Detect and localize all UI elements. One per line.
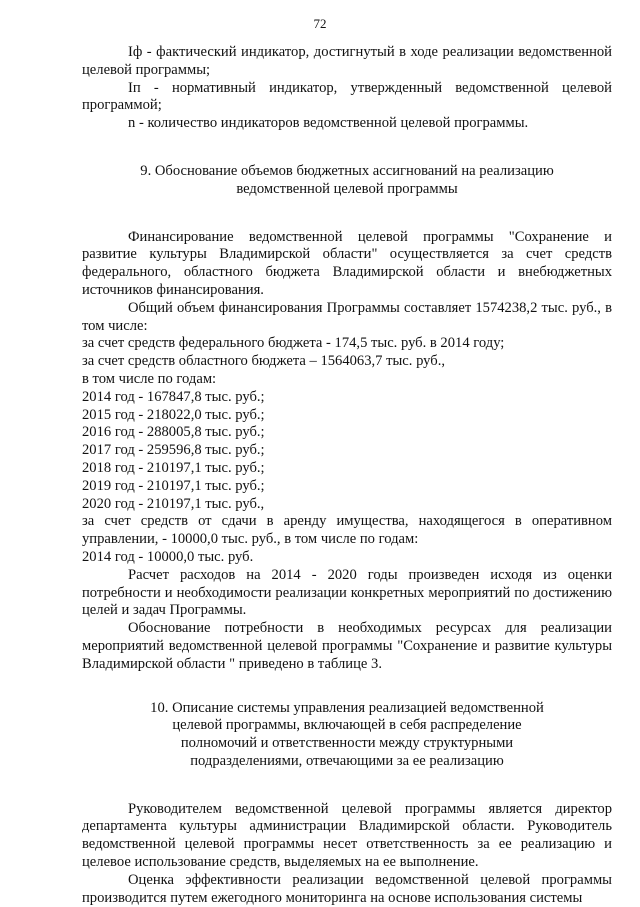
document-body bbox=[82, 44, 612, 907]
section-9-paragraph-financing: Финансирование ведомственной целевой программы "Сохранение и развитие культуры Владимирской области" осуществляется за счет средств федерального, областного бюджета Владимирской области и внебюджетных источников финансирования. bbox=[82, 228, 612, 298]
by-years-label: в том числе по годам: bbox=[82, 370, 217, 387]
rent-year-line: 2014 год - 10000,0 тыс. руб. bbox=[82, 548, 254, 565]
section-10-heading-line: подразделениями, отвечающими за ее реализацию bbox=[190, 752, 504, 769]
section-10-heading-line: 10. Описание системы управления реализацией ведомственной bbox=[150, 699, 544, 716]
section-9-heading: 9. Обоснование объемов бюджетных ассигнований на реализацию ведомственной целевой программы bbox=[140, 162, 554, 197]
section-9-paragraph-justification: Обоснование потребности в необходимых ресурсах для реализации мероприятий ведомственной целевой программы "Сохранение и развитие культуры Владимирской области " приведено в таблице 3. bbox=[82, 620, 612, 672]
section-9-paragraph-total: Общий объем финансирования Программы составляет 1574238,2 тыс. руб., в том числе: bbox=[82, 299, 612, 334]
federal-budget-line: за счет средств федерального бюджета - 174,5 тыс. руб. в 2014 году; bbox=[82, 335, 505, 352]
section-10-heading-line: целевой программы, включающей в себя распределение bbox=[172, 717, 522, 734]
definition-in: Iп - нормативный индикатор, утвержденный ведомственной целевой программой; bbox=[82, 79, 612, 114]
section-9-paragraph-calculation: Расчет расходов на 2014 - 2020 годы произведен исходя из оценки потребности и необходимости реализации конкретных мероприятий по достижению целей и задач Программы. bbox=[82, 566, 612, 619]
list-item: 2016 год - 288005,8 тыс. руб.; bbox=[82, 424, 265, 441]
list-item: 2019 год - 210197,1 тыс. руб.; bbox=[82, 477, 265, 494]
page-number: 72 bbox=[313, 16, 327, 31]
years-list bbox=[82, 389, 612, 514]
list-item: 2015 год - 218022,0 тыс. руб.; bbox=[82, 406, 265, 423]
list-item: 2017 год - 259596,8 тыс. руб.; bbox=[82, 442, 265, 459]
rent-income-line: за счет средств от сдачи в аренду имущества, находящегося в оперативном управлении, - 10000,0 тыс. руб., в том числе по годам: bbox=[82, 513, 612, 548]
section-10-heading-line: полномочий и ответственности между структурными bbox=[180, 735, 514, 752]
definition-n: n - количество индикаторов ведомственной целевой программы. bbox=[128, 115, 529, 132]
section-10-paragraph-evaluation: Оценка эффективности реализации ведомственной целевой программы производится путем ежегодного мониторинга на основе использования системы bbox=[82, 871, 612, 906]
list-item: 2018 год - 210197,1 тыс. руб.; bbox=[82, 459, 265, 476]
section-10-heading bbox=[127, 700, 567, 771]
section-10-paragraph-manager: Руководителем ведомственной целевой программы является директор департамента культуры администрации Владимирской области. Руководитель ведомственной целевой программы несет ответственность за ее реализацию и целевое использование средств, выделяемых на ее выполнение. bbox=[82, 800, 612, 871]
list-item: 2020 год - 210197,1 тыс. руб., bbox=[82, 495, 265, 512]
definition-if: Iф - фактический индикатор, достигнутый в ходе реализации ведомственной целевой программы; bbox=[82, 44, 612, 78]
list-item: 2014 год - 167847,8 тыс. руб.; bbox=[82, 388, 265, 405]
regional-budget-line: за счет средств областного бюджета – 1564063,7 тыс. руб., bbox=[82, 353, 446, 370]
